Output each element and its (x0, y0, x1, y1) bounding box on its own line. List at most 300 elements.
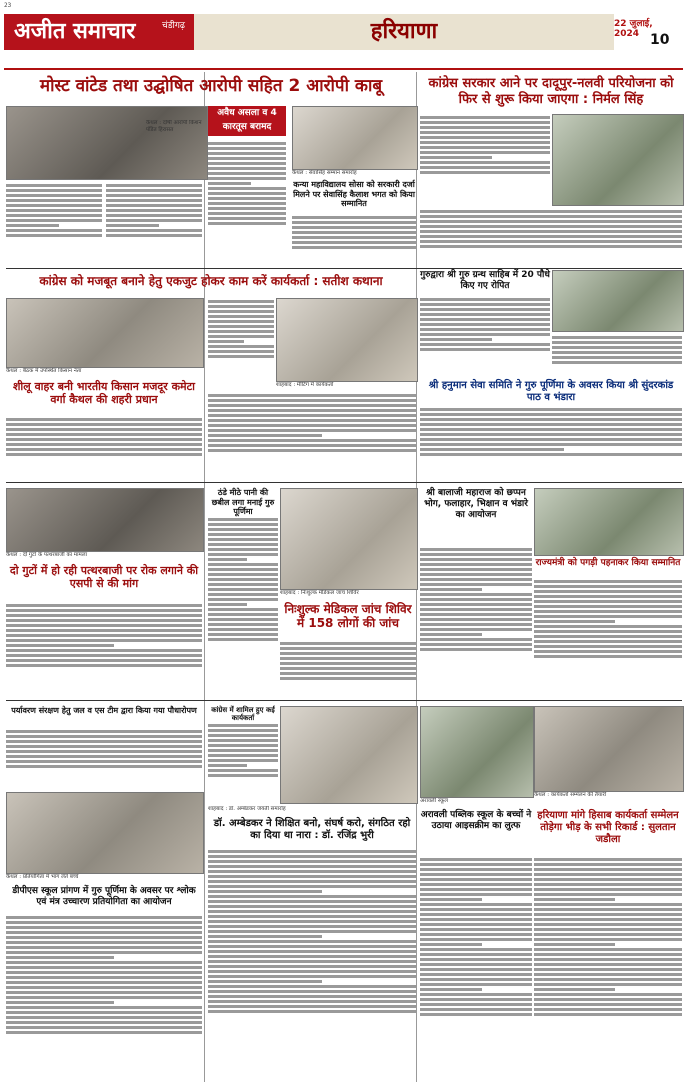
headline-s2: कन्या महाविद्यालय सोसा को सरकारी दर्जा मिलने पर सेवासिंह कैलाश भगत को किया सम्मानित (293, 180, 415, 209)
text-line (208, 940, 416, 943)
text-line (292, 221, 416, 224)
photo-s3 (552, 114, 684, 206)
text-line (420, 225, 682, 228)
text-line (420, 943, 482, 946)
text-line (420, 308, 550, 311)
text-line (208, 147, 286, 150)
text-line (420, 868, 532, 871)
text-line (208, 197, 286, 200)
text-line (208, 588, 278, 591)
text-line (420, 993, 532, 996)
text-line (534, 988, 615, 991)
text-line (106, 204, 202, 207)
text-line (420, 171, 550, 174)
text-line (208, 855, 416, 858)
text-line (420, 235, 682, 238)
text-line (420, 318, 550, 321)
section-rule (6, 482, 682, 483)
text-line (208, 935, 322, 938)
text-line (534, 953, 682, 956)
text-line (208, 172, 286, 175)
text-line (534, 620, 615, 623)
text-line (420, 858, 532, 861)
caption-c10: कैथल : कार्यकर्ता सम्मेलन की तैयारी (534, 792, 607, 798)
text-line (534, 610, 682, 613)
text-line (534, 595, 682, 598)
text-line (534, 1013, 682, 1016)
text-line (208, 300, 274, 303)
text-line (6, 443, 202, 446)
text-line (420, 973, 532, 976)
text-line (208, 865, 416, 868)
text-line (420, 136, 550, 139)
text-line (420, 240, 682, 243)
body-text (6, 602, 202, 696)
text-line (420, 648, 532, 651)
text-line (6, 654, 202, 657)
text-line (208, 315, 274, 318)
photo-s4 (552, 270, 684, 332)
text-line (208, 1005, 416, 1008)
text-line (6, 639, 202, 642)
text-line (208, 895, 416, 898)
text-line (6, 189, 102, 192)
text-line (534, 1008, 682, 1011)
text-line (280, 657, 416, 660)
caption-c4: शाहबाद : मीटिंग में कार्यकर्ता (276, 382, 334, 388)
caption-c7: कैथल : प्रतियोगिता में भाग लेते बच्चे (6, 874, 79, 880)
text-line (420, 638, 532, 641)
text-line (208, 860, 416, 863)
text-line (534, 923, 682, 926)
photo-s14 (280, 706, 418, 804)
text-line (106, 234, 202, 237)
text-line (420, 1013, 532, 1016)
body-text (106, 182, 202, 264)
text-line (208, 985, 416, 988)
text-line (420, 443, 682, 446)
text-line (106, 189, 202, 192)
text-line (208, 739, 278, 742)
text-line (208, 404, 416, 407)
text-line (208, 444, 416, 447)
page-number: 10 (650, 32, 670, 48)
text-line (420, 303, 550, 306)
text-line (6, 438, 202, 441)
text-line (420, 245, 682, 248)
text-line (208, 870, 416, 873)
text-line (6, 184, 102, 187)
photo-s6 (6, 298, 204, 368)
text-line (280, 642, 416, 645)
text-line (208, 995, 416, 998)
text-line (6, 214, 102, 217)
text-line (420, 230, 682, 233)
text-line (552, 356, 682, 359)
text-line (106, 219, 202, 222)
text-line (208, 633, 278, 636)
text-line (106, 214, 202, 217)
text-line (420, 628, 532, 631)
text-line (534, 615, 682, 618)
text-line (420, 563, 532, 566)
text-line (208, 192, 286, 195)
text-line (420, 1003, 532, 1006)
body-text (420, 546, 532, 696)
text-line (420, 913, 532, 916)
text-line (6, 609, 202, 612)
text-line (6, 1006, 202, 1009)
text-line (6, 453, 202, 456)
text-line (420, 328, 550, 331)
text-line (534, 635, 682, 638)
text-line (6, 996, 202, 999)
body-text (292, 214, 416, 264)
text-line (208, 749, 278, 752)
headline-s9: ठंडे मीठे पानी की छबील लगा मनाई गुरु पूर्णिमा (211, 488, 275, 517)
text-line (6, 745, 202, 748)
text-line (6, 629, 202, 632)
text-line (534, 958, 682, 961)
text-line (208, 568, 278, 571)
text-line (420, 618, 532, 621)
text-line (208, 759, 278, 762)
text-line (534, 645, 682, 648)
text-line (420, 893, 532, 896)
text-line (534, 858, 682, 861)
text-line (6, 961, 202, 964)
section-rule (6, 700, 682, 701)
text-line (208, 890, 322, 893)
text-line (534, 873, 682, 876)
print-info-line: 23 (4, 2, 12, 9)
text-line (420, 988, 482, 991)
text-line (208, 965, 416, 968)
text-line (6, 926, 202, 929)
text-line (208, 355, 274, 358)
headline-s1: मोस्ट वांटेड तथा उद्घोषित आरोपी सहित 2 आरोपी काबू (39, 76, 383, 96)
body-text (6, 416, 202, 478)
text-line (420, 418, 682, 421)
text-line (208, 538, 278, 541)
text-line (292, 241, 416, 244)
headline-s18: कांग्रेस में शामिल हुए कई कार्यकर्ता (211, 706, 275, 723)
text-line (420, 998, 532, 1001)
text-line (208, 900, 416, 903)
text-line (420, 863, 532, 866)
text-line (6, 448, 202, 451)
text-line (208, 754, 278, 757)
text-line (420, 428, 682, 431)
body-text (420, 406, 682, 478)
text-line (420, 578, 532, 581)
text-line (534, 993, 682, 996)
text-line (420, 210, 682, 213)
text-line (6, 209, 102, 212)
text-line (6, 946, 202, 949)
body-text (420, 208, 682, 264)
text-line (6, 659, 202, 662)
text-line (420, 548, 532, 551)
text-line (420, 963, 532, 966)
photo-s2 (292, 106, 418, 170)
edition-city: चंडीगढ़ (162, 21, 185, 31)
text-line (534, 928, 682, 931)
text-line (208, 970, 416, 973)
text-line (208, 335, 274, 338)
text-line (208, 310, 274, 313)
text-line (420, 873, 532, 876)
text-line (6, 649, 202, 652)
text-line (420, 298, 550, 301)
text-line (208, 177, 286, 180)
text-line (208, 325, 274, 328)
text-line (534, 898, 615, 901)
text-line (534, 968, 682, 971)
text-line (420, 608, 532, 611)
body-text (208, 848, 416, 1084)
text-line (106, 224, 159, 227)
headline-s13: डीपीएस स्कूल प्रांगण में गुरु पूर्णिमा के अवसर पर श्लोक एवं मंत्र उच्चारण प्रतियोगिता का आयोजन (12, 886, 196, 907)
text-line (6, 1016, 202, 1019)
text-line (420, 121, 550, 124)
text-line (420, 338, 492, 341)
text-line (534, 868, 682, 871)
text-line (280, 647, 416, 650)
body-text (534, 856, 682, 1084)
text-line (292, 231, 416, 234)
text-line (420, 613, 532, 616)
text-line (208, 222, 286, 225)
text-line (208, 1010, 416, 1013)
text-line (420, 408, 682, 411)
text-line (534, 983, 682, 986)
text-line (6, 916, 202, 919)
text-line (420, 1008, 532, 1011)
issue-date: 22 जुलाई, 2024 (614, 19, 653, 39)
text-line (6, 976, 202, 979)
text-line (6, 956, 114, 959)
text-line (208, 764, 247, 767)
headline-s6: शीलू वाहर बनी भारतीय किसान मजदूर कमेटा वर्गा कैथल की शहरी प्रधान (12, 380, 196, 407)
text-line (208, 573, 278, 576)
text-line (208, 613, 278, 616)
text-line (208, 608, 278, 611)
text-line (6, 604, 202, 607)
photo-s12 (534, 488, 684, 556)
headline-s12: राज्यमंत्री को पगड़ी पहनाकर किया सम्मानित (535, 558, 681, 568)
body-text (280, 640, 416, 696)
photo-s13 (6, 792, 204, 874)
text-line (208, 202, 286, 205)
text-line (208, 875, 416, 878)
text-line (208, 409, 416, 412)
text-line (208, 960, 416, 963)
text-line (534, 585, 682, 588)
text-line (420, 313, 550, 316)
headline-s16: हरियाणा मांगे हिसाब कार्यकर्ता सम्मेलन तोड़ेगा भीड़ के सभी रिकार्ड : सुलतान जडौला (537, 810, 679, 845)
caption-c6: शाहबाद : निःशुल्क मेडिकल जांच शिविर (280, 590, 359, 596)
text-line (208, 162, 286, 165)
text-line (208, 880, 416, 883)
text-line (534, 605, 682, 608)
text-line (6, 194, 102, 197)
text-line (208, 618, 278, 621)
text-line (6, 755, 202, 758)
text-line (420, 413, 682, 416)
text-line (208, 414, 416, 417)
text-line (534, 863, 682, 866)
text-line (534, 913, 682, 916)
text-line (534, 630, 682, 633)
text-line (6, 991, 202, 994)
text-line (208, 920, 416, 923)
text-line (208, 419, 416, 422)
text-line (208, 905, 416, 908)
text-line (420, 938, 532, 941)
text-line (6, 433, 202, 436)
text-line (534, 878, 682, 881)
text-line (208, 623, 278, 626)
text-line (208, 850, 416, 853)
headline-s14: डॉ. अम्बेडकर ने शिक्षित बनो, संघर्ष करो, संगठित रहो का दिया था नारा : डॉ. रजिंद्र भुरी (213, 818, 411, 841)
text-line (534, 600, 682, 603)
text-line (420, 156, 492, 159)
text-line (420, 633, 482, 636)
text-line (292, 216, 416, 219)
text-line (208, 1000, 416, 1003)
text-line (552, 336, 682, 339)
text-line (420, 908, 532, 911)
text-line (6, 1001, 114, 1004)
text-line (552, 351, 682, 354)
text-line (420, 878, 532, 881)
text-line (420, 968, 532, 971)
caption-c9: अरावली स्कूल (420, 798, 448, 804)
text-line (208, 523, 278, 526)
text-line (534, 933, 682, 936)
text-line (208, 910, 416, 913)
text-line (420, 448, 564, 451)
headline-s15: अरावली पब्लिक स्कूल के बच्चों ने उठाया आइसक्रीम का लुत्फ (420, 810, 532, 831)
text-line (420, 323, 550, 326)
text-line (420, 131, 550, 134)
text-line (420, 438, 682, 441)
text-line (106, 209, 202, 212)
text-line (552, 361, 682, 364)
body-text (6, 914, 202, 1084)
text-line (6, 428, 202, 431)
text-line (6, 971, 202, 974)
text-line (6, 664, 202, 667)
headline-s7: श्री हनुमान सेवा समिति ने गुरु पूर्णिमा के अवसर किया श्री सुंदरकांड पाठ व भंडारा (428, 380, 674, 403)
text-line (420, 593, 532, 596)
text-line (292, 236, 416, 239)
caption-c8: शाहबाद : डॉ. अम्बेडकर जयंती समारोह (208, 806, 286, 812)
text-line (208, 340, 244, 343)
text-line (420, 588, 482, 591)
text-line (6, 1031, 202, 1034)
text-line (208, 399, 416, 402)
text-line (208, 955, 416, 958)
column-rule (204, 72, 205, 1082)
text-line (6, 619, 202, 622)
text-line (6, 986, 202, 989)
body-text (208, 298, 274, 388)
text-line (534, 888, 682, 891)
headline-s8: दो गुटों में हो रही पत्थरबाजी पर रोक लगाने की एसपी से की मांग (9, 564, 199, 591)
text-line (420, 453, 682, 456)
text-line (208, 563, 278, 566)
text-line (420, 568, 532, 571)
text-line (420, 423, 682, 426)
text-line (534, 973, 682, 976)
text-line (208, 217, 286, 220)
text-line (420, 933, 532, 936)
text-line (208, 724, 278, 727)
text-line (6, 1026, 202, 1029)
text-line (420, 928, 532, 931)
text-line (534, 938, 682, 941)
text-line (208, 583, 278, 586)
text-line (420, 923, 532, 926)
text-line (420, 348, 550, 351)
photo-s16 (534, 706, 684, 792)
text-line (280, 652, 416, 655)
text-line (6, 614, 202, 617)
text-line (534, 943, 615, 946)
text-line (420, 983, 532, 986)
text-line (534, 650, 682, 653)
text-line (420, 918, 532, 921)
text-line (208, 638, 278, 641)
caption-c2: कैथल : सेवासिंह सम्मान समारोह (292, 170, 357, 176)
text-line (420, 433, 682, 436)
text-line (208, 603, 247, 606)
text-line (208, 394, 416, 397)
text-line (208, 305, 274, 308)
body-text (208, 722, 278, 802)
text-line (6, 224, 59, 227)
text-line (552, 346, 682, 349)
body-text (6, 182, 102, 264)
text-line (280, 677, 416, 680)
text-line (208, 187, 286, 190)
text-line (6, 981, 202, 984)
text-line (420, 333, 550, 336)
text-line (420, 166, 550, 169)
body-text (534, 578, 682, 696)
text-line (208, 449, 416, 452)
text-line (280, 672, 416, 675)
text-line (6, 765, 202, 768)
text-line (420, 598, 532, 601)
text-line (208, 885, 416, 888)
text-line (6, 735, 202, 738)
text-line (208, 330, 274, 333)
text-line (6, 921, 202, 924)
photo-s15 (420, 706, 534, 798)
text-line (420, 643, 532, 646)
text-line (208, 975, 416, 978)
text-line (208, 945, 416, 948)
text-line (6, 423, 202, 426)
text-line (6, 1021, 202, 1024)
headline-s5: कांग्रेस को मजबूत बनाने हेतु एकजुट होकर काम करें कार्यकर्ता : सतीश कथाना (39, 274, 383, 288)
headline-s17: पर्यावरण संरक्षण हेतु जल व एस टीम द्वारा किया गया पौधारोपण (11, 706, 197, 715)
text-line (420, 126, 550, 129)
headline-s11: श्री बालाजी महाराज को छप्पन भोग, फलाहार, भिक्षान व भंडारे का आयोजन (424, 488, 528, 520)
